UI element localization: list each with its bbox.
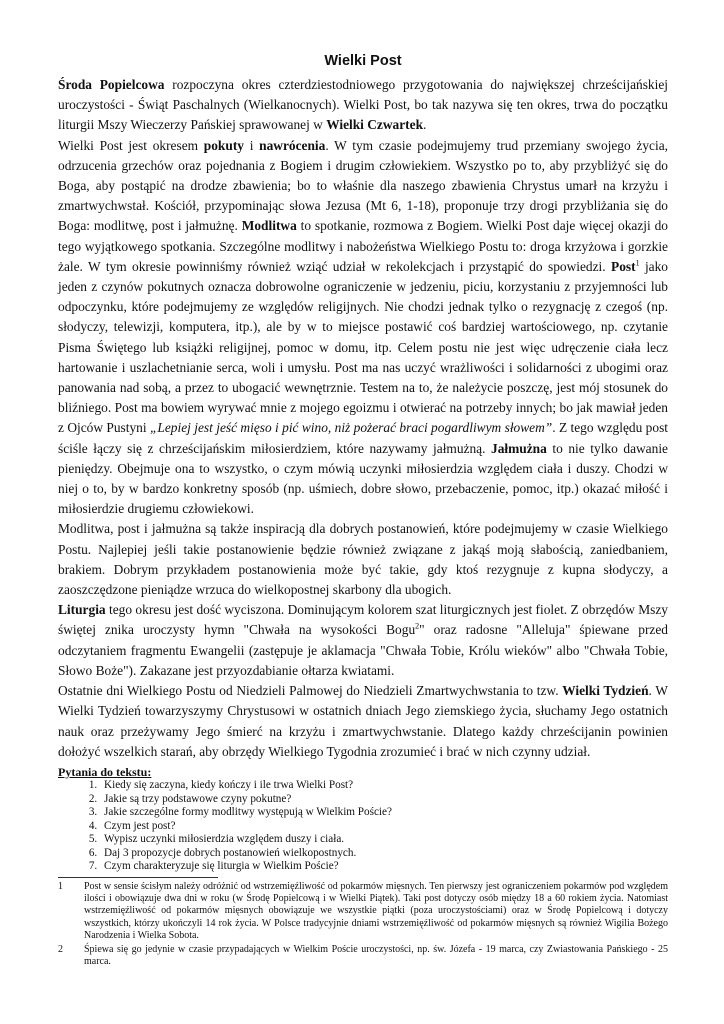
text-run: . W tym czasie podejmujemy trud przemiany swojego życia, odrzucenia grzechów oraz pojednania z Bogiem i drugim człowiekiem. Wszystko po to, aby przybliżyć się do Boga, aby postąpić na drodze zbawienia; bo to właśnie dla naszego zbawienia Chrystus umarł na krzyżu i zmartwychwstał. Kościół, przypominając słowa Jezusa (Mt 6, 1-18), proponuje trzy drogi przybliżania się do Boga: modlitwę, post i jałmużnę. (58, 137, 669, 234)
questions-list (58, 779, 668, 874)
text-run: rozpoczyna okres czterdziestodniowego przygotowania do największej chrześcijańskiej uroczystości - Świąt Paschalnych (Wielkanocnych). Wielki Post, bo tak nazywa się ten okres, trwa do początku liturgii Mszy Wieczerzy Pańskiej sprawowanej w (58, 77, 668, 133)
text-run: i (243, 137, 260, 153)
question-item: 7. Czym charakteryzuje się liturgia w Wielkim Poście? (100, 860, 668, 874)
bold-term: Liturgia (58, 602, 106, 618)
footnote-ref[interactable]: 1 (635, 258, 640, 268)
question-item: 4. Czym jest post? (100, 820, 668, 834)
question-item: 1. Kiedy się zaczyna, kiedy kończy i ile trwa Wielki Post? (100, 779, 668, 793)
bold-term: nawrócenia (259, 137, 326, 153)
footnote (58, 881, 668, 942)
footnote-text: Post w sensie ścisłym należy odróżnić od wstrzemięźliwość od pokarmów mięsnych. Ten pierwszy jest ograniczeniem pokarmów pod względem ilości i obowiązuje dwa dni w roku (w Środę Popielcową i w Wielki Piątek). Taki post dotyczy osób między 18 a 60 rokiem życia. Natomiast wstrzemięźliwość od pokarmów mięsnych obowiązuje we wszystkie piątki (poza uroczystościami) oraz w Środę Popielcową i dotyczy wszystkich, którzy ukończyli 14 rok życia. W Polsce tradycyjnie dniami wstrzemięźliwość od pokarmów mięsnych są również Wigilia Bożego Narodzenia i Wielka Sobota. (84, 881, 668, 941)
text-run: Wielki Post jest okresem (58, 137, 204, 153)
text-run: to nie tylko dawanie pieniędzy. Obejmuje ona to wszystko, o czym mówią uczynki miłosierdzia względem ciała i duszy. Chodzi w niej o to, by w bardzo konkretny sposób (np. uśmiech, dobre słowo, przebaczenie, pomoc, itp.) okazać miłość i miłosierdzie drugiemu człowiekowi. (58, 440, 668, 517)
footnote-number: 1 (58, 881, 63, 893)
footnote (58, 944, 668, 968)
text-run: tego okresu jest dość wyciszona. Dominującym kolorem szat liturgicznych jest fiolet. Z obrzędów Mszy świętej znika uroczysty hymn "Chwała na wysokości Bogu (58, 602, 668, 638)
paragraph-penance (58, 136, 668, 520)
bold-term: Post (611, 258, 636, 274)
text-run: to spotkanie, rozmowa z Bogiem. Wielki Post daje więcej okazji do tego wyjątkowego spotkania. Szczególne modlitwy i nabożeństwa Wielkiego Postu to: droga krzyżowa i gorzkie żale. W tym okresie powinniśmy również wziąć udział w rekolekcjach i przystąpić do spowiedzi. (58, 218, 668, 274)
paragraph-liturgy (58, 600, 668, 681)
text-run: . Z tego względu post ściśle łączy się z chrześcijańskim miłosierdziem, które nazywamy jałmużną. (58, 420, 669, 456)
bold-term: Wielki Tydzień (562, 683, 649, 699)
text-run: jako jeden z czynów pokutnych oznacza dobrowolne ograniczenie w jedzeniu, piciu, korzystaniu z przyjemności lub odpoczynku, które podejmujemy ze względów religijnych. Nie chodzi jednak tylko o rezygnację z czegoś (np. słodyczy, telewizji, komputera, itp.), ale by w to miejsce postawić coś bardziej wartościowego, np. czytanie Pisma Świętego lub książki religijnej, pomoc w domu, itp. Celem postu nie jest więc udręczenie ciała lecz hartowanie i uszlachetnianie serca, woli i umysłu. Post ma nas uczyć wrażliwości i solidarności z ubogimi oraz panowania nad sobą, a przez to ubogacić wewnętrznie. Testem na to, że należycie poszczę, jest mój stosunek do bliźniego. Post ma bowiem wyrywać mnie z mojego egoizmu i otwierać na potrzeby innych; bo jak mawiał jeden z Ojców Pustyni (58, 258, 668, 436)
question-item: 2. Jakie są trzy podstawowe czyny pokutne? (100, 793, 668, 807)
bold-term: Wielki Czwartek (326, 117, 424, 133)
bold-term: Jałmużna (491, 440, 547, 456)
paragraph-intro (58, 75, 668, 136)
questions-heading: Pytania do tekstu: (58, 764, 152, 779)
footnote-ref[interactable]: 2 (415, 622, 420, 632)
text-run: Ostatnie dni Wielkiego Postu od Niedzieli Palmowej do Niedzieli Zmartwychwstania to tzw. (58, 683, 563, 699)
bold-term: Środa Popielcowa (58, 77, 165, 92)
text-run: . W Wielki Tydzień towarzyszymy Chrystusowi w ostatnich dniach Jego ziemskiego życia, słuchamy Jego ostatnich nauk oraz przeżywamy Jego śmierć na krzyżu i zmartwychwstanie. Dlatego każdy chrześcijanin powinien dołożyć wszelkich starań, aby obrzędy Wielkiego Tygodnia zrozumieć i brać w nich czynny udział. (58, 683, 668, 759)
question-item: 5. Wypisz uczynki miłosierdzia względem duszy i ciała. (100, 833, 668, 847)
page-title: Wielki Post (324, 53, 402, 69)
document-page (58, 53, 668, 970)
question-item: 3. Jakie szczególne formy modlitwy występują w Wielkim Poście? (100, 806, 668, 820)
footnote-number: 2 (58, 944, 63, 956)
bold-term: Modlitwa (241, 218, 297, 234)
text-run: " oraz radosne "Alleluja" śpiewane przed odczytaniem fragmentu Ewangelii (zastępuje je aklamacja "Chwała Tobie, Królu wieków" albo "Chwała Tobie, Słowo Boże"). Zakazane jest przyozdabianie ołtarza kwiatami. (58, 622, 668, 678)
question-item: 6. Daj 3 propozycje dobrych postanowień wielkopostnych. (100, 847, 668, 861)
paragraph-holy-week (58, 681, 668, 762)
paragraph-resolutions: Modlitwa, post i jałmużna są także inspiracją dla dobrych postanowień, które podejmujemy w czasie Wielkiego Postu. Najlepiej jeśli takie postanowienie będzie również związane z jakąś moją słabością, zaniedbaniem, brakiem. Dobrym przykładem postanowienia może być takie, gdy ktoś rezygnuje z kupna słodyczy, a zaoszczędzone pieniądze wrzuca do wielkopostnej skarbony dla ubogich. (58, 521, 668, 598)
bold-term: pokuty (203, 137, 244, 153)
italic-quote: „Lepiej jest jeść mięso i pić wino, niż pożerać braci pogardliwym słowem” (149, 420, 553, 436)
footnote-divider (58, 877, 218, 878)
footnote-text: Śpiewa się go jedynie w czasie przypadających w Wielkim Poście uroczystości, np. św. Józefa - 19 marca, czy Zwiastowania Pańskiego - 25 marca. (84, 944, 668, 968)
text-run: . (423, 117, 427, 133)
